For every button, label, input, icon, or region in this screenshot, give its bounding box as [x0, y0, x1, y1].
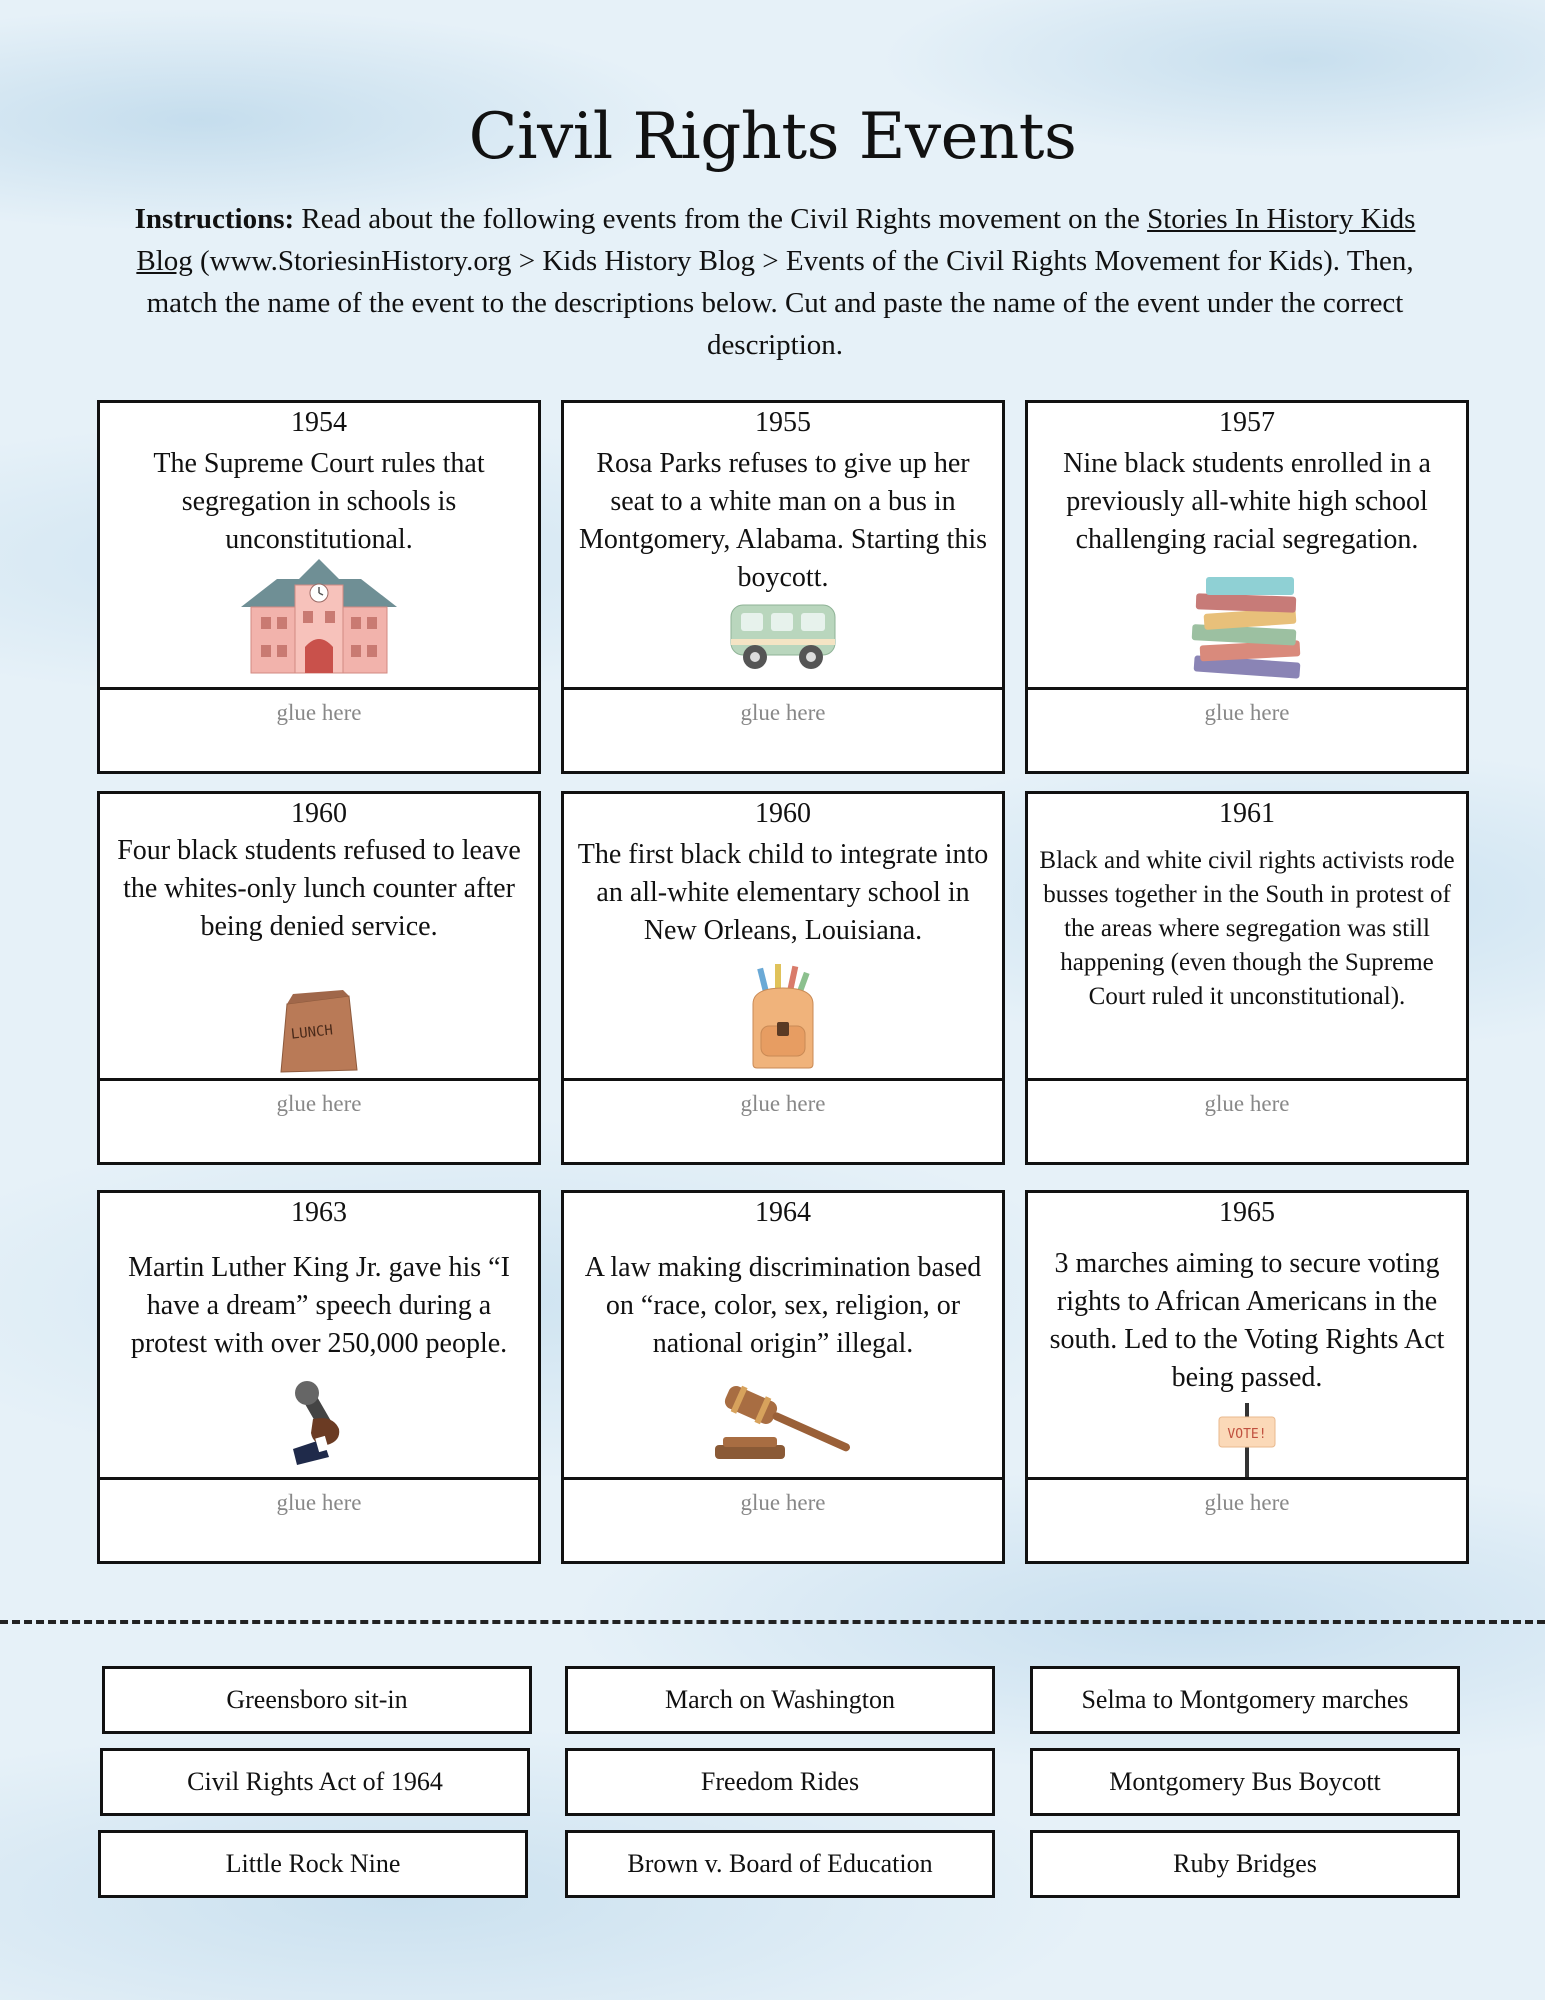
card-description: Four black students refused to leave the whites-only lunch counter after being denied service. — [117, 835, 521, 942]
card-year: 1964 — [755, 1197, 811, 1228]
card-description: The first black child to integrate into an all-white elementary school in New Orleans, Louisiana. — [577, 839, 989, 946]
event-label-freedom-rides[interactable]: Freedom Rides — [565, 1748, 995, 1816]
event-label-brown-v-board[interactable]: Brown v. Board of Education — [565, 1830, 995, 1898]
card-description-area — [1028, 794, 1466, 1081]
event-card-1960-lunch — [97, 791, 541, 1165]
card-description: The Supreme Court rules that segregation in schools is unconstitutional. — [153, 448, 485, 555]
vote-sign-icon — [1217, 1403, 1277, 1477]
page-title: Civil Rights Events — [468, 100, 1077, 174]
card-description: Black and white civil rights activists rode busses together in the South in protest of the areas where segregation was still happening (even though the Supreme Court ruled it unconstitutional). — [1039, 847, 1455, 1010]
event-card-1961 — [1025, 791, 1469, 1165]
school-building-icon — [237, 555, 401, 675]
card-description: Rosa Parks refuses to give up her seat to a white man on a bus in Montgomery, Alabama. Starting this boycott. — [578, 448, 988, 593]
event-card-1957 — [1025, 400, 1469, 774]
event-label-selma[interactable]: Selma to Montgomery marches — [1030, 1666, 1460, 1734]
event-card-1965 — [1025, 1190, 1469, 1564]
event-card-1960-school — [561, 791, 1005, 1165]
card-description: A law making discrimination based on “race, color, sex, religion, or national origin” illegal. — [584, 1252, 982, 1359]
glue-here-area: glue here — [1204, 1091, 1290, 1116]
glue-here-area: glue here — [1204, 1490, 1290, 1515]
glue-here-area: glue here — [740, 1490, 826, 1515]
instructions-text-continued: (www.StoriesinHistory.org > Kids History Blog > Events of the Civil Rights Movement for Kids). Then, match the name of the event to the descriptions below. Cut and paste the name of the event under the correct description. — [146, 245, 1414, 361]
event-card-1964 — [561, 1190, 1005, 1564]
book-stack-icon — [1186, 571, 1308, 679]
card-description: Martin Luther King Jr. gave his “I have a dream” speech during a protest with over 250,000 people. — [128, 1252, 510, 1359]
event-label-little-rock-nine[interactable]: Little Rock Nine — [98, 1830, 528, 1898]
lunch-bag-label: LUNCH — [290, 1022, 334, 1043]
event-label-march-on-washington[interactable]: March on Washington — [565, 1666, 995, 1734]
card-description-area — [564, 794, 1002, 1081]
card-year: 1955 — [755, 407, 811, 438]
glue-here-area: glue here — [276, 1091, 362, 1116]
card-description-area — [564, 1193, 1002, 1480]
card-description-area — [100, 1193, 538, 1480]
event-label-civil-rights-act[interactable]: Civil Rights Act of 1964 — [100, 1748, 530, 1816]
instructions — [110, 198, 1440, 366]
card-year: 1963 — [291, 1197, 347, 1228]
glue-here-area: glue here — [740, 1091, 826, 1116]
event-card-1955 — [561, 400, 1005, 774]
instructions-lead: Instructions: — [134, 203, 295, 235]
card-description-area — [100, 794, 538, 1081]
glue-here-area: glue here — [276, 1490, 362, 1515]
card-year: 1965 — [1219, 1197, 1275, 1228]
lunch-bag-icon — [277, 990, 361, 1074]
card-year: 1961 — [1219, 798, 1275, 829]
event-card-1963 — [97, 1190, 541, 1564]
microphone-icon — [283, 1379, 355, 1465]
backpack-icon — [743, 964, 823, 1070]
glue-here-area: glue here — [740, 700, 826, 725]
card-description: 3 marches aiming to secure voting rights to African Americans in the south. Led to the Voting Rights Act being passed. — [1049, 1248, 1445, 1393]
card-description-area — [564, 403, 1002, 690]
cut-line — [0, 1620, 1545, 1624]
card-year: 1957 — [1219, 407, 1275, 438]
card-description-area — [1028, 403, 1466, 690]
card-year: 1954 — [291, 407, 347, 438]
instructions-text: Read about the following events from the Civil Rights movement on the — [294, 203, 1148, 235]
card-description: Nine black students enrolled in a previously all-white high school challenging racial segregation. — [1063, 448, 1431, 555]
card-description-area — [1028, 1193, 1466, 1480]
event-card-1954 — [97, 400, 541, 774]
glue-here-area: glue here — [1204, 700, 1290, 725]
bus-icon — [727, 599, 839, 673]
glue-here-area: glue here — [276, 700, 362, 725]
vote-sign-label: VOTE! — [1227, 1427, 1267, 1442]
card-year: 1960 — [755, 798, 811, 829]
card-year: 1960 — [291, 798, 347, 829]
event-label-ruby-bridges[interactable]: Ruby Bridges — [1030, 1830, 1460, 1898]
blog-link[interactable]: Stories In History Kids Blog — [136, 203, 1416, 277]
event-label-montgomery-bus-boycott[interactable]: Montgomery Bus Boycott — [1030, 1748, 1460, 1816]
card-description-area — [100, 403, 538, 690]
event-label-greensboro[interactable]: Greensboro sit-in — [102, 1666, 532, 1734]
gavel-icon — [711, 1375, 855, 1465]
